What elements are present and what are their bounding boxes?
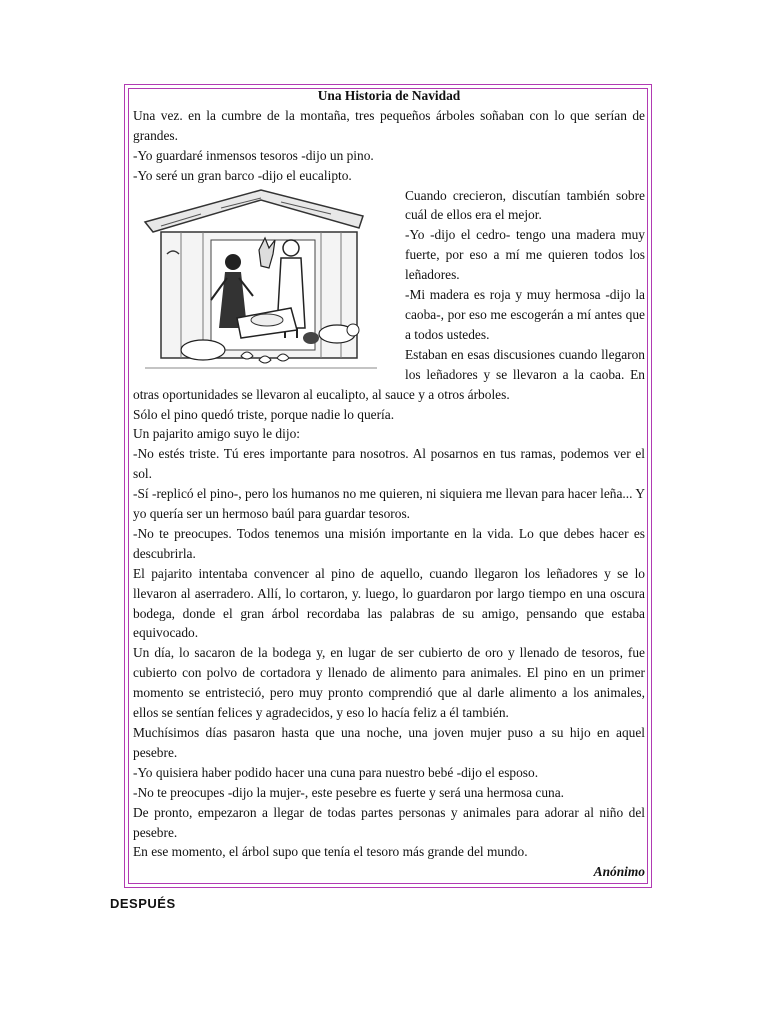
paragraph: Muchísimos días pasaron hasta que una noche, una joven mujer puso a su hijo en aquel pesebre.	[133, 725, 645, 760]
story-body	[133, 86, 645, 882]
paragraph: -No te preocupes -dijo la mujer-, este pesebre es fuerte y será una hermosa cuna.	[133, 784, 565, 800]
paragraph: -No te preocupes. Todos tenemos una misión importante en la vida. Lo que debes hacer es descubrirla.	[133, 525, 645, 561]
paragraph: En ese momento, el árbol supo que tenía el tesoro más grande del mundo.	[133, 844, 528, 860]
paragraph: -Sí -replicó el pino-, pero los humanos no me quieren, ni siquiera me llevan para hacer leña... Y yo quería ser un hermoso baúl para guardar tesoros.	[133, 486, 645, 522]
story-author: Anónimo	[593, 864, 645, 880]
paragraph: -Yo seré un gran barco -dijo el eucalipto.	[133, 167, 352, 183]
paragraph: -Yo quisiera haber podido hacer una cuna para nuestro bebé -dijo el esposo.	[133, 764, 539, 780]
story-title: Una Historia de Navidad	[317, 88, 461, 103]
paragraph: Estaban en esas discusiones cuando llegaron los leñadores y se llevaron a la caoba. En otras oportunidades se llevaron al eucalipto, al sauce y a otros árboles.	[133, 346, 645, 402]
paragraph: Sólo el pino quedó triste, porque nadie lo quería.	[133, 406, 395, 422]
nativity-drawing	[141, 188, 381, 376]
paragraph: -No estés triste. Tú eres importante para nosotros. Al posarnos en tus ramas, podemos ver el sol.	[133, 446, 645, 482]
paragraph: -Mi madera es roja y muy hermosa -dijo la caoba-, por eso me escogerán a mí antes que a todos ustedes.	[405, 287, 645, 342]
nativity-illustration	[133, 186, 401, 384]
paragraph: De pronto, empezaron a llegar de todas partes personas y animales para adorar al niño del pesebre.	[133, 804, 645, 840]
section-heading: DESPUÉS	[110, 896, 176, 911]
paragraph: Una vez. en la cumbre de la montaña, tres pequeños árboles soñaban con lo que serían de grandes.	[133, 107, 645, 143]
paragraph: Cuando crecieron, discutían también sobre cuál de ellos era el mejor.	[405, 187, 645, 223]
paragraph: -Yo -dijo el cedro- tengo una madera muy fuerte, por eso a mí me quieren todos los leñadores.	[405, 227, 645, 283]
paragraph: El pajarito intentaba convencer al pino de aquello, cuando llegaron los leñadores y se lo llevaron al aserradero. Allí, lo cortaron, y. luego, lo guardaron por largo tiempo en una oscura bodega, donde el gran árbol recordaba las palabras de su amigo, pensando que estaba equivocado.	[133, 565, 645, 641]
paragraph: Un día, lo sacaron de la bodega y, en lugar de ser cubierto de oro y llenado de tesoros, fue cubierto con polvo de cortadora y llenado de alimento para animales. El pino en un primer momento se entristeció, pero muy pronto comprendió que al darle alimento a los animales, ellos se sentían felices y agradecidos, y eso lo hacía feliz a él también.	[133, 645, 645, 721]
paragraph: -Yo guardaré inmensos tesoros -dijo un pino.	[133, 147, 374, 163]
paragraph: Un pajarito amigo suyo le dijo:	[133, 426, 300, 442]
